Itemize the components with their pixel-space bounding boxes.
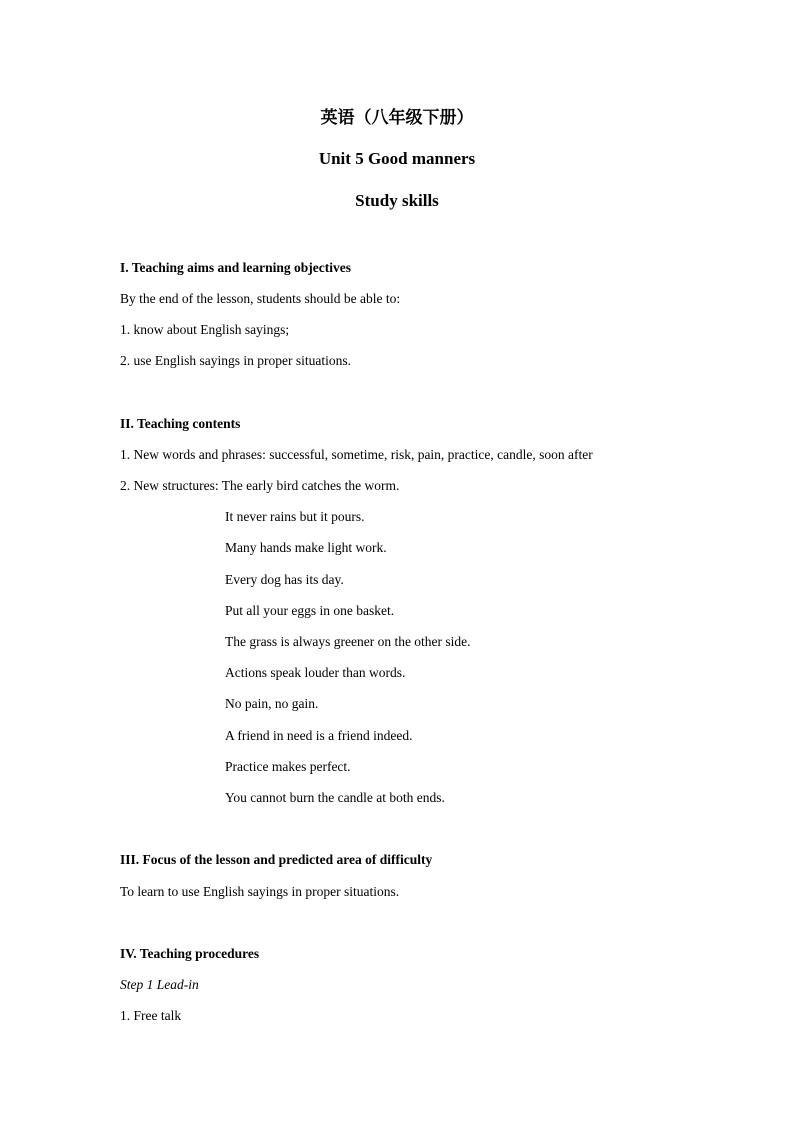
structure-item: Every dog has its day.: [225, 572, 344, 587]
aims-item: 1. know about English sayings;: [120, 322, 290, 337]
section-heading-aims: I. Teaching aims and learning objectives: [120, 260, 352, 275]
focus-text: To learn to use English sayings in proper situations.: [120, 884, 400, 899]
section-heading-focus: III. Focus of the lesson and predicted area of difficulty: [120, 852, 433, 867]
section-heading-contents: II. Teaching contents: [120, 416, 241, 431]
structure-item: You cannot burn the candle at both ends.: [225, 790, 445, 805]
structure-item: It never rains but it pours.: [225, 509, 365, 524]
lesson-title: Study skills: [355, 191, 439, 210]
aims-intro: By the end of the lesson, students should be able to:: [120, 291, 401, 306]
structure-item: A friend in need is a friend indeed.: [225, 728, 413, 743]
procedure-item: 1. Free talk: [120, 1008, 182, 1023]
structure-item: Put all your eggs in one basket.: [225, 603, 395, 618]
unit-title: Unit 5 Good manners: [318, 149, 476, 168]
aims-item: 2. use English sayings in proper situations.: [120, 353, 351, 368]
step-title: Step 1 Lead-in: [120, 977, 199, 992]
structure-item: Actions speak louder than words.: [225, 665, 406, 680]
section-heading-procedures: IV. Teaching procedures: [120, 946, 260, 961]
new-structures-line: 2. New structures: The early bird catches the worm.: [120, 478, 400, 493]
structure-item: No pain, no gain.: [225, 696, 319, 711]
document-title-chinese: 英语（八年级下册）: [320, 108, 474, 128]
structure-item: Many hands make light work.: [225, 540, 387, 555]
structure-item: The grass is always greener on the other side.: [225, 634, 471, 649]
structure-item: Practice makes perfect.: [225, 759, 351, 774]
new-words-line: 1. New words and phrases: successful, sometime, risk, pain, practice, candle, soon after: [120, 447, 593, 462]
